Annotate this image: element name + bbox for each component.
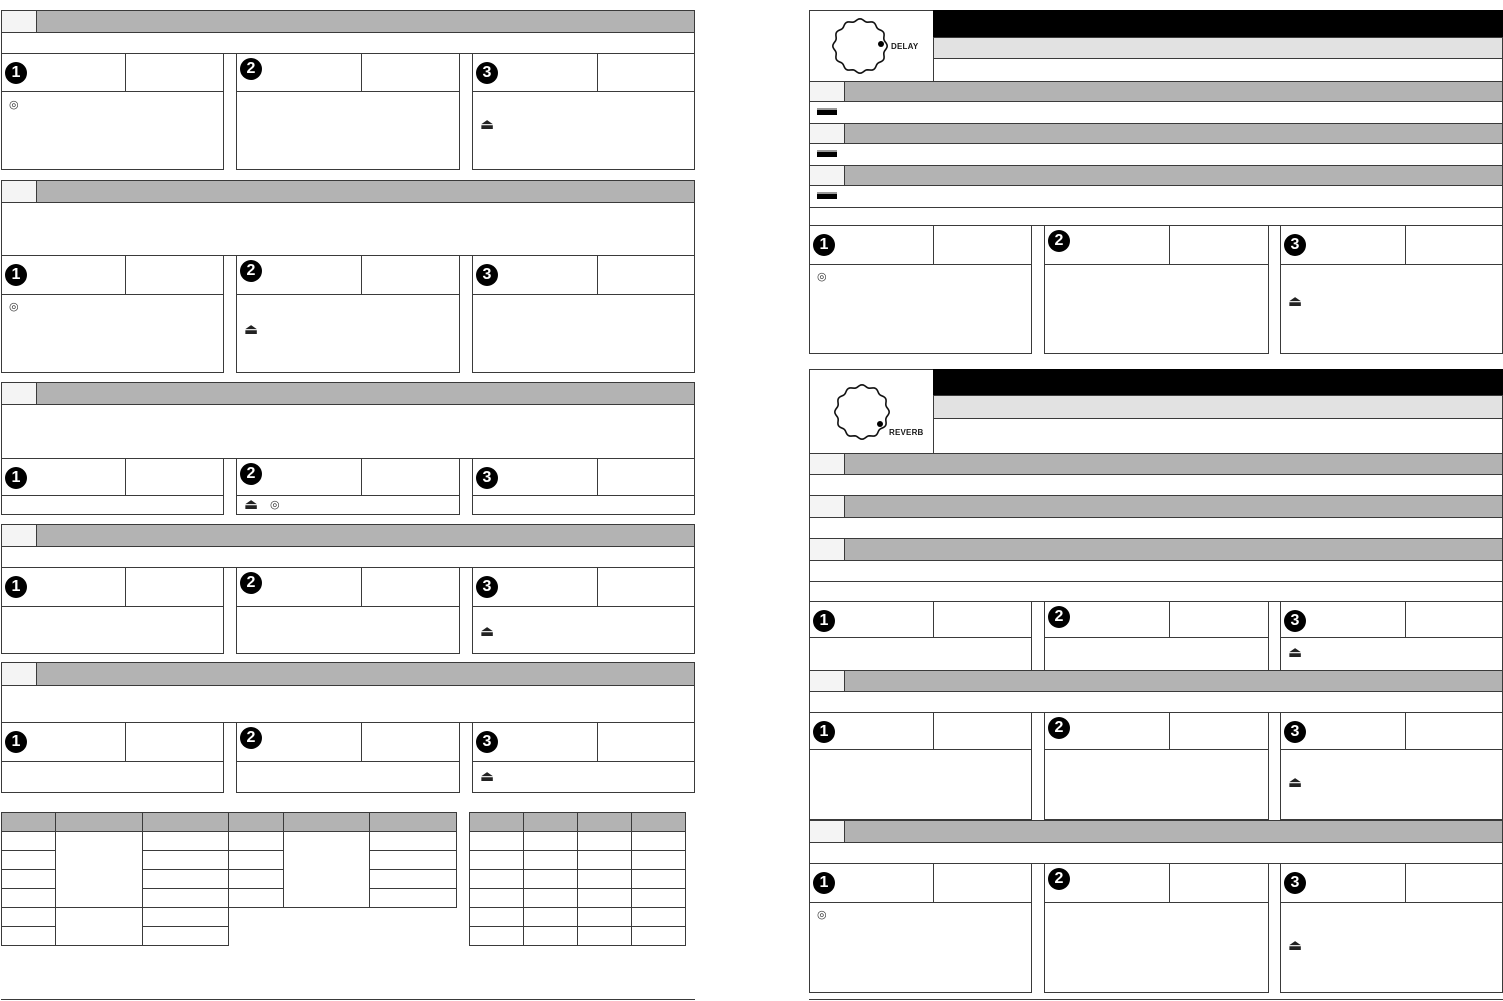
section-tag — [810, 82, 845, 101]
step-one-number: 1 — [5, 264, 27, 286]
pedal-icon: ⏏ — [480, 623, 495, 640]
table-row — [470, 889, 686, 908]
target-icon: ◎ — [9, 99, 19, 111]
description-row — [809, 517, 1503, 539]
table-cell — [470, 889, 524, 908]
step-three-number: 3 — [1284, 872, 1306, 894]
step-3-panel — [1280, 863, 1503, 993]
description-row — [809, 691, 1503, 713]
step-header-divider — [236, 761, 460, 762]
table-cell — [470, 908, 524, 927]
table-cell — [470, 851, 524, 870]
table-cell — [524, 889, 578, 908]
table-cell — [284, 908, 370, 927]
note-row — [809, 581, 1503, 602]
step-three-number: 3 — [1284, 610, 1306, 632]
step-two-number: 2 — [1048, 230, 1070, 252]
step-two-number: 2 — [1048, 868, 1070, 890]
tempo-table-a — [1, 812, 457, 946]
table-cell — [229, 908, 284, 927]
description-row — [809, 185, 1503, 208]
table-cell — [143, 832, 229, 851]
step-two-number: 2 — [240, 58, 262, 80]
section-tag — [810, 124, 845, 143]
table-row — [470, 908, 686, 927]
step-three-number: 3 — [476, 467, 498, 489]
header-split — [1405, 225, 1406, 264]
section-bar — [1, 662, 695, 686]
description-row — [1, 546, 695, 568]
table-cell — [143, 870, 229, 889]
step-header-divider — [809, 902, 1032, 903]
pedal-icon: ⏏ — [1288, 293, 1303, 310]
step-1-panel — [809, 863, 1032, 993]
header-split — [1169, 225, 1170, 264]
step-1-panel — [1, 53, 224, 170]
header-split — [361, 458, 362, 495]
step-3-panel — [1280, 712, 1503, 820]
section-bar — [1, 180, 695, 203]
table-cell — [229, 927, 284, 946]
stripe-icon — [817, 150, 837, 157]
step-1-panel — [809, 225, 1032, 354]
step-two-number: 2 — [240, 260, 262, 282]
table-cell — [524, 832, 578, 851]
table-cell — [370, 870, 457, 889]
pedal-icon: ⏏ — [244, 321, 259, 338]
table-cell — [470, 813, 524, 832]
table-cell — [2, 832, 56, 851]
target-icon: ◎ — [9, 301, 19, 313]
step-3-panel — [472, 255, 695, 373]
step-2-panel — [236, 567, 460, 654]
table-cell — [632, 813, 686, 832]
step-one-number: 1 — [5, 467, 27, 489]
section-tag — [2, 181, 37, 202]
step-header-divider — [236, 294, 460, 295]
table-cell — [578, 927, 632, 946]
step-3-panel — [1280, 225, 1503, 354]
table-cell — [524, 870, 578, 889]
step-one-number: 1 — [5, 576, 27, 598]
header-split — [597, 53, 598, 91]
step-header-divider — [1280, 637, 1503, 638]
table-cell — [2, 870, 56, 889]
knob-pointer — [878, 41, 884, 47]
step-one-number: 1 — [813, 872, 835, 894]
section-tag — [810, 496, 845, 517]
step-header-divider — [809, 637, 1032, 638]
table-cell — [632, 908, 686, 927]
table-cell — [524, 851, 578, 870]
knob-label-reverb: REVERB — [889, 428, 924, 437]
step-2-panel — [236, 255, 460, 373]
step-header-divider — [472, 495, 695, 496]
knob-pointer — [877, 421, 883, 427]
table-header-row — [470, 813, 686, 832]
section-tag — [810, 671, 845, 691]
description-row — [809, 842, 1503, 864]
header-split — [933, 225, 934, 264]
header-split — [933, 863, 934, 902]
table-cell — [632, 889, 686, 908]
description-row — [809, 101, 1503, 124]
step-2-panel — [236, 722, 460, 793]
table-row — [2, 832, 457, 851]
table-row — [2, 908, 457, 927]
table-cell — [370, 813, 457, 832]
step-1-panel — [1, 255, 224, 373]
section-bar — [1, 524, 695, 547]
table-cell — [370, 889, 457, 908]
step-header-divider — [1, 91, 224, 92]
table-cell — [632, 851, 686, 870]
step-three-number: 3 — [1284, 234, 1306, 256]
section-tag — [2, 11, 37, 32]
step-one-number: 1 — [5, 731, 27, 753]
table-cell — [56, 908, 143, 946]
table-cell — [229, 851, 284, 870]
description-row — [809, 560, 1503, 582]
step-header-divider — [236, 606, 460, 607]
section-bar — [809, 495, 1503, 518]
target-icon: ◎ — [270, 499, 280, 511]
table-cell — [2, 908, 56, 927]
table-cell — [229, 832, 284, 851]
table-cell — [2, 927, 56, 946]
header-split — [933, 712, 934, 749]
table-cell — [143, 813, 229, 832]
step-1-panel — [809, 712, 1032, 820]
header-split — [597, 255, 598, 294]
header-split — [361, 53, 362, 91]
table-cell — [229, 870, 284, 889]
section-bar — [809, 820, 1503, 843]
table-cell — [370, 851, 457, 870]
description-row — [809, 143, 1503, 166]
section-tag — [810, 166, 845, 185]
step-header-divider — [1044, 902, 1269, 903]
step-header-divider — [1, 761, 224, 762]
table-cell — [284, 832, 370, 908]
header-split — [1169, 863, 1170, 902]
step-3-panel — [472, 53, 695, 170]
table-cell — [143, 889, 229, 908]
effect-subtitle-bar — [933, 395, 1503, 419]
header-split — [933, 601, 934, 637]
description-row — [1, 404, 695, 459]
tempo-table-b — [469, 812, 686, 946]
step-two-number: 2 — [240, 727, 262, 749]
effect-title-bar — [933, 10, 1503, 38]
knob-label-delay: DELAY — [891, 42, 919, 51]
section-tag — [810, 454, 845, 474]
step-3-panel — [1280, 601, 1503, 671]
table-cell — [578, 889, 632, 908]
step-header-divider — [1044, 637, 1269, 638]
header-split — [125, 255, 126, 294]
table-cell — [632, 832, 686, 851]
table-cell — [370, 832, 457, 851]
pedal-icon: ⏏ — [1288, 644, 1303, 661]
table-cell — [578, 832, 632, 851]
header-split — [1405, 601, 1406, 637]
stripe-icon — [817, 108, 837, 115]
step-one-number: 1 — [813, 234, 835, 256]
target-icon: ◎ — [817, 271, 827, 283]
step-2-panel — [1044, 601, 1269, 671]
table-cell — [524, 908, 578, 927]
header-split — [125, 53, 126, 91]
header-split — [361, 722, 362, 761]
note-row — [809, 207, 1503, 226]
step-3-panel — [472, 722, 695, 793]
table-cell — [56, 813, 143, 832]
step-three-number: 3 — [476, 264, 498, 286]
stripe-icon — [817, 192, 837, 199]
step-3-panel — [472, 458, 695, 515]
step-header-divider — [1044, 749, 1269, 750]
step-1-panel — [1, 567, 224, 654]
section-bar — [809, 670, 1503, 692]
table-cell — [143, 908, 229, 927]
step-header-divider — [472, 294, 695, 295]
target-icon: ◎ — [817, 909, 827, 921]
table-cell — [524, 813, 578, 832]
page-bottom-rule — [809, 999, 1503, 1000]
header-split — [1405, 863, 1406, 902]
table-cell — [284, 813, 370, 832]
step-three-number: 3 — [476, 731, 498, 753]
pedal-icon: ⏏ — [244, 496, 259, 513]
description-row — [1, 32, 695, 54]
header-split — [597, 722, 598, 761]
step-1-panel — [1, 722, 224, 793]
step-three-number: 3 — [476, 576, 498, 598]
step-header-divider — [472, 761, 695, 762]
table-cell — [470, 927, 524, 946]
step-2-panel — [1044, 712, 1269, 820]
step-header-divider — [1, 606, 224, 607]
description-row — [809, 474, 1503, 496]
step-three-number: 3 — [1284, 721, 1306, 743]
step-1-panel — [1, 458, 224, 515]
step-header-divider — [472, 91, 695, 92]
section-bar — [809, 123, 1503, 144]
description-row — [1, 202, 695, 256]
step-two-number: 2 — [240, 572, 262, 594]
table-cell — [2, 851, 56, 870]
header-split — [597, 458, 598, 495]
table-cell — [578, 851, 632, 870]
step-one-number: 1 — [5, 62, 27, 84]
section-bar — [809, 165, 1503, 186]
table-cell — [2, 813, 56, 832]
table-cell — [284, 927, 370, 946]
table-cell — [578, 870, 632, 889]
table-cell — [470, 832, 524, 851]
step-header-divider — [236, 91, 460, 92]
section-bar — [809, 453, 1503, 475]
table-cell — [470, 870, 524, 889]
section-tag — [810, 821, 845, 842]
step-one-number: 1 — [813, 721, 835, 743]
table-row — [470, 832, 686, 851]
table-row — [470, 927, 686, 946]
table-header-row — [2, 813, 457, 832]
step-one-number: 1 — [813, 610, 835, 632]
step-three-number: 3 — [476, 62, 498, 84]
header-split — [1405, 712, 1406, 749]
table-cell — [632, 927, 686, 946]
step-header-divider — [809, 749, 1032, 750]
table-cell — [578, 813, 632, 832]
step-two-number: 2 — [1048, 717, 1070, 739]
header-split — [361, 255, 362, 294]
description-row — [1, 685, 695, 723]
table-cell — [2, 889, 56, 908]
step-2-panel — [236, 53, 460, 170]
header-split — [125, 458, 126, 495]
page-bottom-rule — [1, 999, 695, 1000]
table-row — [470, 851, 686, 870]
header-split — [361, 567, 362, 606]
step-2-panel — [1044, 863, 1269, 993]
section-tag — [2, 383, 37, 404]
step-header-divider — [1280, 749, 1503, 750]
step-two-number: 2 — [1048, 606, 1070, 628]
section-tag — [810, 539, 845, 560]
table-cell — [56, 832, 143, 908]
table-cell — [143, 927, 229, 946]
step-2-panel — [1044, 225, 1269, 354]
step-header-divider — [1280, 902, 1503, 903]
section-tag — [2, 663, 37, 685]
pedal-icon: ⏏ — [1288, 937, 1303, 954]
effect-subtitle-bar — [933, 37, 1503, 59]
table-cell — [229, 813, 284, 832]
table-cell — [578, 908, 632, 927]
step-header-divider — [1, 294, 224, 295]
knob-icon — [832, 382, 892, 442]
section-bar — [1, 10, 695, 33]
section-bar — [809, 81, 1503, 102]
step-header-divider — [1044, 264, 1269, 265]
section-bar — [809, 538, 1503, 561]
pedal-icon: ⏏ — [1288, 774, 1303, 791]
pedal-icon: ⏏ — [480, 116, 495, 133]
table-cell — [229, 889, 284, 908]
step-1-panel — [809, 601, 1032, 671]
step-3-panel — [472, 567, 695, 654]
header-split — [1169, 601, 1170, 637]
step-header-divider — [472, 606, 695, 607]
step-header-divider — [809, 264, 1032, 265]
header-split — [1169, 712, 1170, 749]
step-header-divider — [236, 495, 460, 496]
table-cell — [143, 851, 229, 870]
section-bar — [1, 382, 695, 405]
header-split — [597, 567, 598, 606]
pedal-icon: ⏏ — [480, 768, 495, 785]
section-tag — [2, 525, 37, 546]
effect-title-bar — [933, 369, 1503, 396]
step-header-divider — [1280, 264, 1503, 265]
table-cell — [524, 927, 578, 946]
table-row — [470, 870, 686, 889]
header-split — [125, 567, 126, 606]
step-two-number: 2 — [240, 463, 262, 485]
step-header-divider — [1, 495, 224, 496]
table-cell — [632, 870, 686, 889]
header-split — [125, 722, 126, 761]
